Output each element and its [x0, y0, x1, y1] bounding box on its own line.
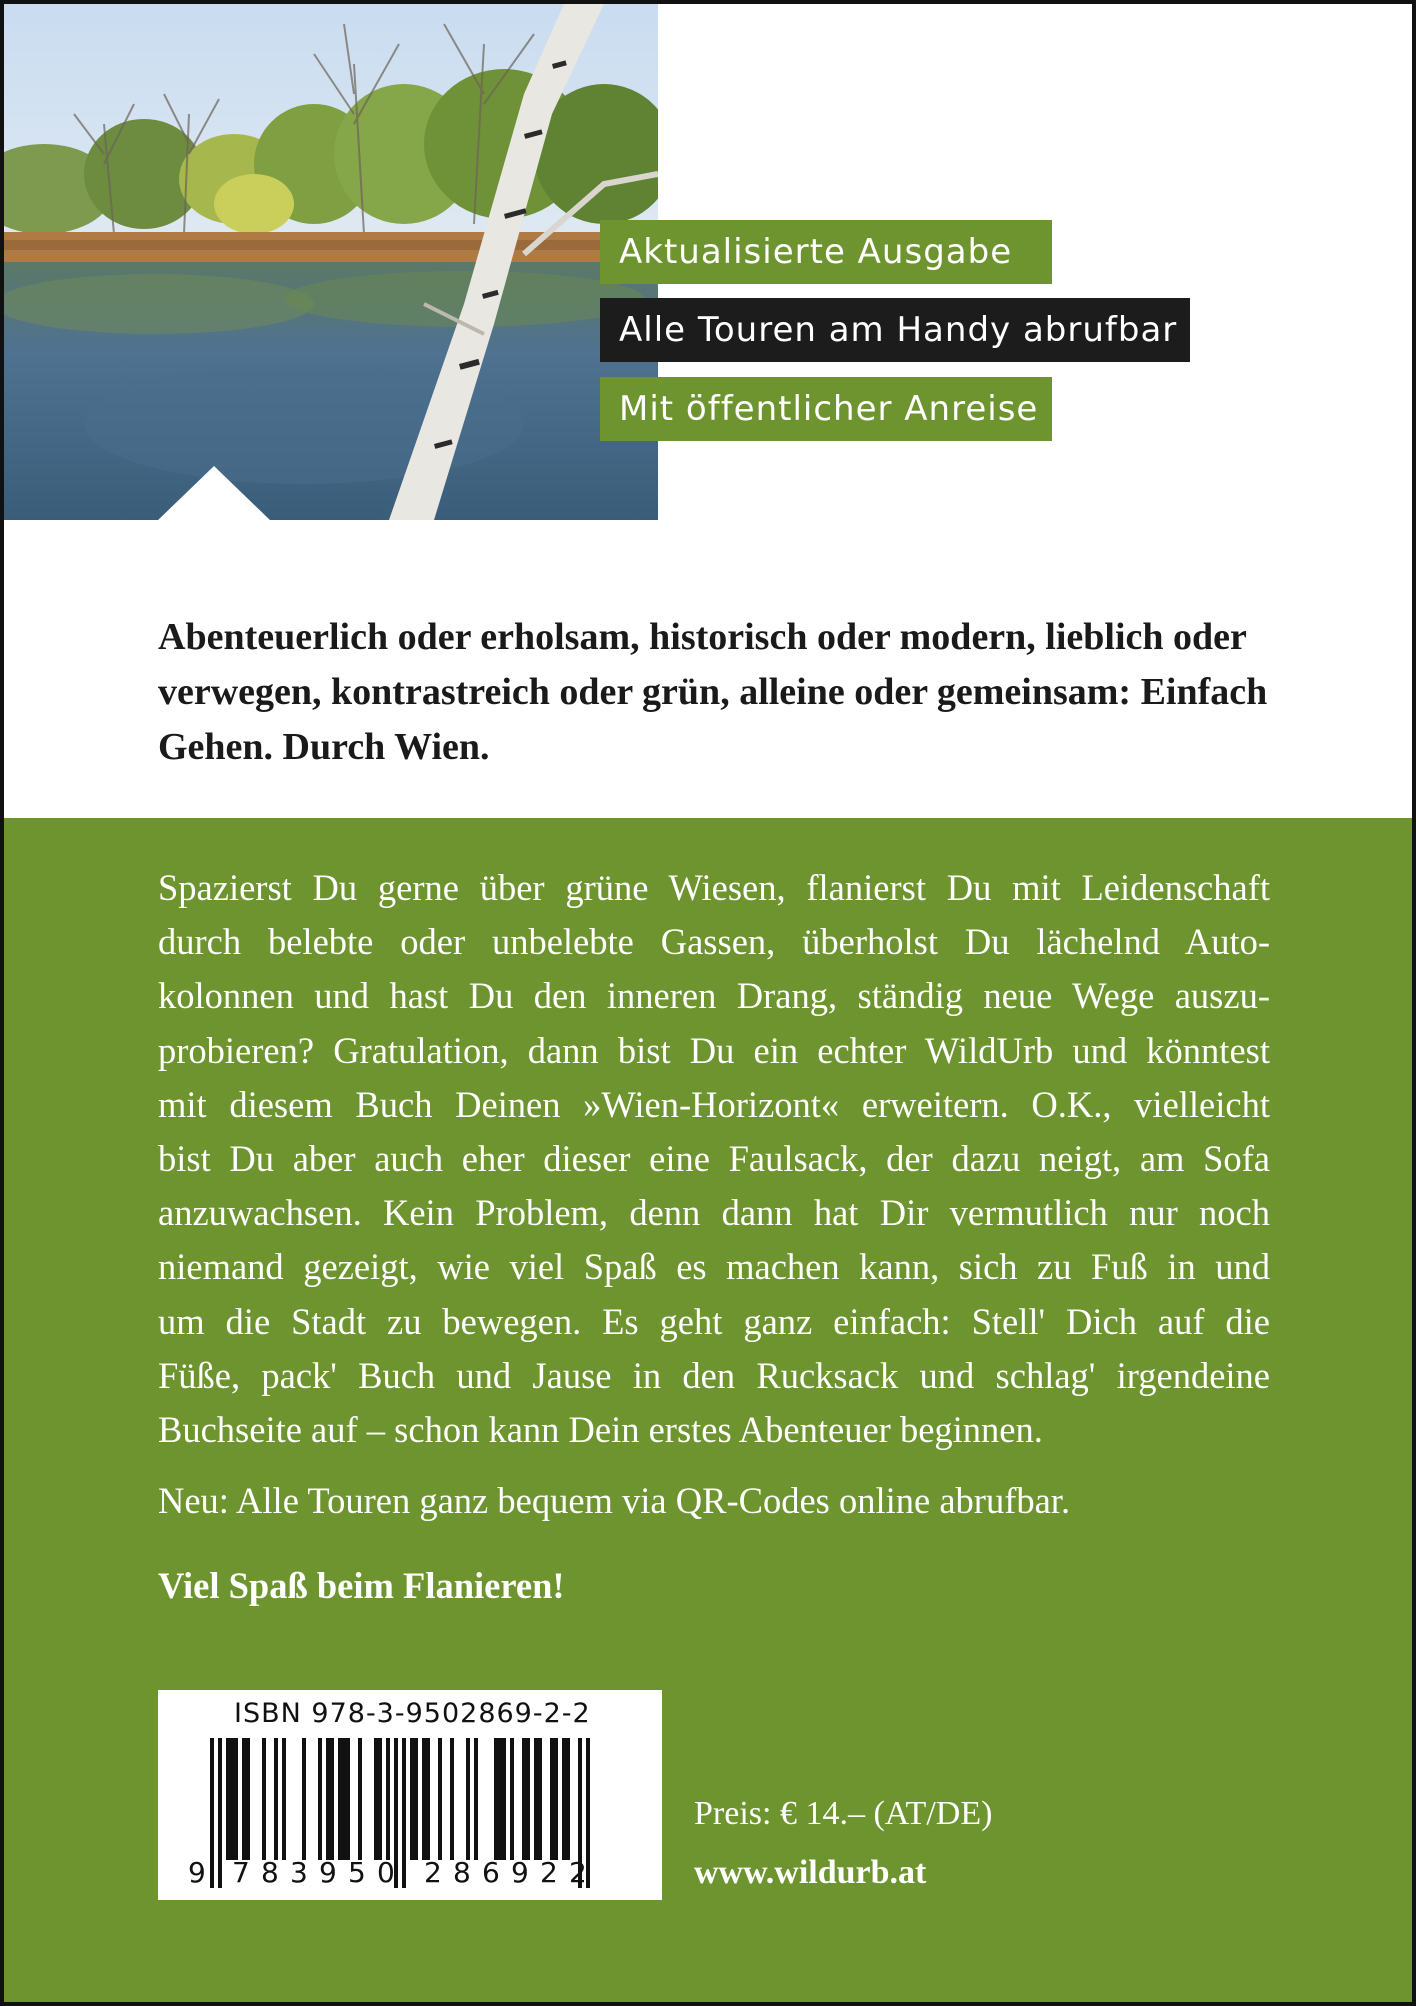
barcode-bar: [274, 1738, 278, 1860]
badge-updated-edition: Aktualisierte Ausgabe: [600, 220, 1052, 284]
description-text: [158, 861, 1270, 1457]
intro-text: Abenteuerlich oder erholsam, historisch oder modern, lieblich oder verwegen, kontrastreich oder grün, alleine oder gemeinsam: Einfach Gehen. Durch Wien.: [158, 616, 1268, 768]
news-note: Neu: Alle Touren ganz bequem via QR-Codes online abrufbar.: [158, 1480, 1071, 1521]
description-line: probieren? Gratulation, dann bist Du ein echter WildUrb und könntest: [158, 1029, 1270, 1071]
barcode-bar: [510, 1738, 514, 1860]
barcode-bar: [210, 1738, 214, 1888]
badge-tours-on-phone: Alle Touren am Handy abrufbar: [600, 298, 1190, 362]
barcode-bar: [538, 1738, 542, 1860]
description-panel: [4, 818, 1416, 2006]
isbn-label: ISBN 978-3-9502869-2-2: [234, 1698, 591, 1729]
barcode-bar: [282, 1738, 286, 1860]
ean-right-digit: 2: [569, 1856, 587, 1889]
barcode-bar: [374, 1738, 378, 1860]
description-line: durch belebte oder unbelebte Gassen, überholst Du lächelnd Auto-: [158, 921, 1270, 963]
ean-left-digit: 5: [348, 1856, 366, 1889]
description-line: Spazierst Du gerne über grüne Wiesen, flanierst Du mit Leidenschaft: [158, 867, 1270, 908]
ean-left-digit: 9: [319, 1856, 337, 1889]
barcode-bar: [534, 1738, 538, 1860]
barcode-bar: [386, 1738, 390, 1860]
barcode-bar: [218, 1738, 222, 1888]
description-line: kolonnen und hast Du den inneren Drang, ständig neue Wege auszu-: [158, 975, 1270, 1017]
description-line: um die Stadt zu bewegen. Es geht ganz einfach: Stell' Dich auf die: [158, 1300, 1270, 1342]
ean-right-digit: 2: [424, 1856, 442, 1889]
barcode-bar: [566, 1738, 570, 1860]
barcode-bar: [242, 1738, 246, 1860]
price: Preis: € 14.– (AT/DE): [694, 1795, 993, 1832]
barcode-bar: [466, 1738, 470, 1860]
barcode-bar: [246, 1738, 250, 1860]
description-line: Füße, pack' Buch und Jause in den Rucksack und schlag' irgendeine: [158, 1354, 1270, 1396]
description-line: niemand gezeigt, wie viel Spaß es machen kann, sich zu Fuß in und: [158, 1246, 1270, 1288]
barcode-bar: [342, 1738, 346, 1860]
photo-notch: [156, 466, 272, 520]
barcode-bar: [358, 1738, 362, 1860]
barcode-bar: [494, 1738, 498, 1860]
ean-right-digit: 9: [511, 1856, 529, 1889]
barcode-bar: [502, 1738, 506, 1860]
description-line: mit diesem Buch Deinen »Wien-Horizont« erweitern. O.K., vielleicht: [158, 1083, 1270, 1125]
description-line: bist Du aber auch eher dieser eine Faulsack, der dazu neigt, am Sofa: [158, 1138, 1270, 1180]
ean-left-digit: 7: [232, 1856, 250, 1889]
barcode-bar: [378, 1738, 382, 1860]
ean-left-digit: 3: [290, 1856, 308, 1889]
barcode-bar: [330, 1738, 334, 1860]
barcode-bar: [234, 1738, 238, 1860]
barcode-bar: [554, 1738, 558, 1860]
ean-left-digit: 8: [261, 1856, 279, 1889]
barcode-bar: [474, 1738, 478, 1860]
barcode-bar: [346, 1738, 350, 1860]
ean-right-digit: 8: [453, 1856, 471, 1889]
description-line: anzuwachsen. Kein Problem, denn dann hat Dir vermutlich nur noch: [158, 1192, 1270, 1234]
barcode-bar: [410, 1738, 414, 1860]
barcode-bar: [414, 1738, 418, 1860]
closing-line: Viel Spaß beim Flanieren!: [158, 1565, 565, 1606]
ean-right-digit: 2: [540, 1856, 558, 1889]
isbn-barcode: [158, 1690, 662, 1900]
barcode-bar: [326, 1738, 330, 1860]
barcode-bar: [562, 1738, 566, 1860]
barcode-bar: [426, 1738, 430, 1860]
ean-first-digit: 9: [188, 1856, 206, 1889]
barcode-bar: [318, 1738, 322, 1860]
barcode-bar: [302, 1738, 306, 1860]
barcode-bar: [450, 1738, 454, 1860]
website-url: www.wildurb.at: [694, 1854, 927, 1891]
barcode-bar: [550, 1738, 554, 1860]
barcode-bar: [402, 1738, 406, 1888]
barcode-bar: [498, 1738, 502, 1860]
barcode-bar: [422, 1738, 426, 1860]
barcode-bar: [438, 1738, 442, 1860]
barcode-bar: [526, 1738, 530, 1860]
barcode-bar: [226, 1738, 230, 1860]
barcode-bar: [262, 1738, 266, 1860]
barcode-bar: [230, 1738, 234, 1860]
badge-public-transport: Mit öffentlicher Anreise: [600, 377, 1052, 441]
description-line: Buchseite auf – schon kann Dein erstes Abenteuer beginnen.: [158, 1409, 1043, 1451]
barcode-bar: [338, 1738, 342, 1860]
cover-photo-lake: [4, 4, 658, 520]
barcode-bar: [522, 1738, 526, 1860]
ean-right-digit: 6: [482, 1856, 500, 1889]
ean-left-digit: 0: [377, 1856, 395, 1889]
lake-illustration: [4, 4, 658, 520]
